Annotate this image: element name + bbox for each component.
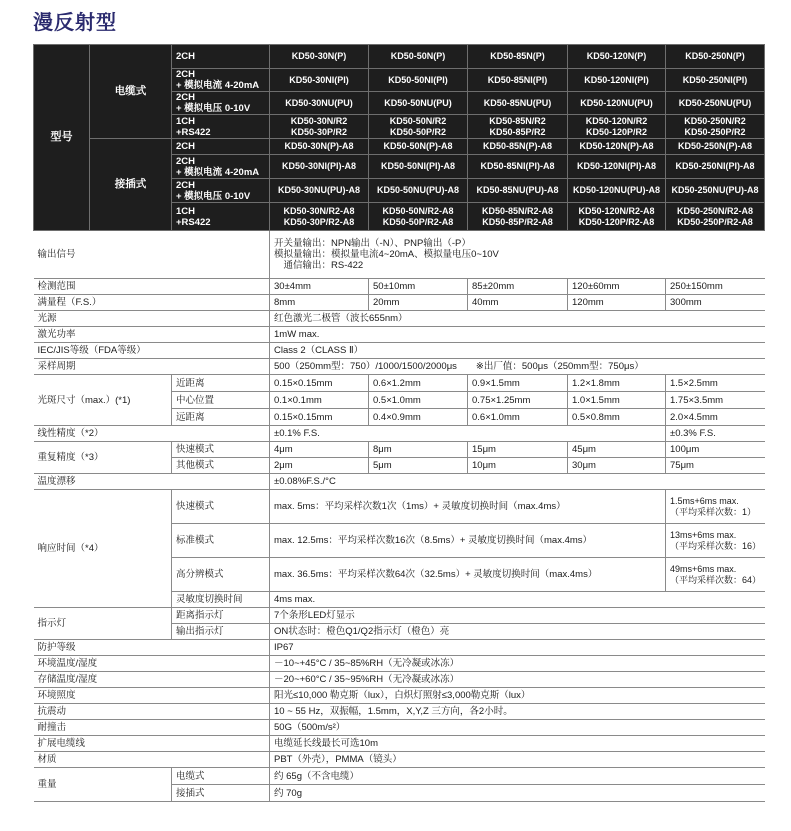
spec-value: 50G（500m/s²） [270,720,765,736]
spec-cell: 49ms+6ms max. （平均采样次数：64） [666,558,765,592]
spec-label: 扩展电缆线 [34,736,270,752]
spec-cell: 4μm [270,442,369,458]
spec-cell: 1.75×3.5mm [666,392,765,409]
output-type: 2CH [172,139,270,155]
spec-label: 满量程（F.S.） [34,295,270,311]
spec-value: －20~+60°C / 35~95%RH（无冷凝或冰冻） [270,672,765,688]
table-row [34,736,765,752]
spec-value: 约 65g（不含电缆） [270,768,765,785]
table-row [34,656,765,672]
model-number: KD50-85N/R2-A8 KD50-85P/R2-A8 [468,203,568,231]
model-number: KD50-50N(P) [369,45,468,69]
table-row [34,720,765,736]
table-row [34,442,765,458]
spec-value: 约 70g [270,785,765,802]
output-type: 1CH +RS422 [172,203,270,231]
table-row [34,752,765,768]
model-number: KD50-85NU(PU)-A8 [468,179,568,203]
page-title: 漫反射型 [33,12,117,34]
spec-cell: 0.6×1.0mm [468,409,568,426]
model-number: KD50-120N/R2-A8 KD50-120P/R2-A8 [568,203,666,231]
spec-cell: 1.5×2.5mm [666,375,765,392]
model-number: KD50-120NI(PI)-A8 [568,155,666,179]
table-row [34,640,765,656]
spec-label: 检测范围 [34,279,270,295]
model-number: KD50-250NU(PU)-A8 [666,179,765,203]
spec-cell: 13ms+6ms max. （平均采样次数：16） [666,524,765,558]
model-number: KD50-30NU(PU)-A8 [270,179,369,203]
model-number: KD50-30NU(PU) [270,92,369,115]
spec-label: 重复精度（*3） [34,442,172,474]
model-number: KD50-50NI(PI)-A8 [369,155,468,179]
spec-cell: 10μm [468,458,568,474]
model-group-cable: 电缆式 [90,45,172,139]
output-type: 1CH +RS422 [172,115,270,139]
spec-value: 7个条形LED灯显示 [270,608,765,624]
spec-cell: ±0.3% F.S. [666,426,765,442]
spec-sublabel: 快速模式 [172,490,270,524]
spec-sublabel: 快速模式 [172,442,270,458]
spec-cell: 1.0×1.5mm [568,392,666,409]
spec-value: Class 2（CLASS Ⅱ） [270,343,765,359]
table-row [34,704,765,720]
spec-cell: 30±4mm [270,279,369,295]
spec-cell: 0.75×1.25mm [468,392,568,409]
spec-cell: 0.15×0.15mm [270,409,369,426]
model-number: KD50-85N(P)-A8 [468,139,568,155]
spec-cell: 0.9×1.5mm [468,375,568,392]
spec-sublabel: 远距离 [172,409,270,426]
spec-table [33,44,765,802]
model-number: KD50-50N/R2 KD50-50P/R2 [369,115,468,139]
spec-label: 环境照度 [34,688,270,704]
output-type: 2CH + 模拟电压 0-10V [172,179,270,203]
spec-cell: 45μm [568,442,666,458]
spec-cell: 120±60mm [568,279,666,295]
spec-value: max. 36.5ms：平均采样次数64次（32.5ms）+ 灵敏度切换时间（max.4ms） [270,558,666,592]
model-number: KD50-250N/R2 KD50-250P/R2 [666,115,765,139]
model-number: KD50-50NU(PU)-A8 [369,179,468,203]
spec-label: 光斑尺寸（max.）(*1) [34,375,172,426]
model-number: KD50-30N/R2 KD50-30P/R2 [270,115,369,139]
spec-value: max. 5ms：平均采样次数1次（1ms）+ 灵敏度切换时间（max.4ms） [270,490,666,524]
spec-cell: 250±150mm [666,279,765,295]
table-row [34,327,765,343]
spec-cell: 2.0×4.5mm [666,409,765,426]
spec-cell: 0.5×0.8mm [568,409,666,426]
table-row [34,231,765,279]
spec-cell: 0.1×0.1mm [270,392,369,409]
model-number: KD50-85NU(PU) [468,92,568,115]
table-row [34,490,765,524]
spec-label: 采样周期 [34,359,270,375]
table-row [34,474,765,490]
spec-cell: 2μm [270,458,369,474]
spec-label: 存储温度/湿度 [34,672,270,688]
table-row [34,295,765,311]
spec-cell: 75μm [666,458,765,474]
output-type: 2CH + 模拟电流 4-20mA [172,155,270,179]
table-row [34,768,765,785]
spec-cell: 0.4×0.9mm [369,409,468,426]
spec-label: 光源 [34,311,270,327]
spec-cell: 8mm [270,295,369,311]
spec-label: 指示灯 [34,608,172,640]
model-number: KD50-120NU(PU)-A8 [568,179,666,203]
spec-value: IP67 [270,640,765,656]
spec-cell: 300mm [666,295,765,311]
model-number: KD50-30NI(PI) [270,69,369,92]
spec-value: 阳光≤10,000 勒克斯（lux），白炽灯照射≤3,000勒克斯（lux） [270,688,765,704]
spec-cell: 1.5ms+6ms max. （平均采样次数：1） [666,490,765,524]
table-row [34,375,765,392]
spec-label: 环境温度/湿度 [34,656,270,672]
spec-label: 耐撞击 [34,720,270,736]
table-row [34,343,765,359]
spec-cell: 1.2×1.8mm [568,375,666,392]
model-number: KD50-30NI(PI)-A8 [270,155,369,179]
spec-value: －10~+45°C / 35~85%RH（无冷凝或冰冻） [270,656,765,672]
spec-cell: 85±20mm [468,279,568,295]
spec-cell: 0.6×1.2mm [369,375,468,392]
model-number: KD50-250N(P)-A8 [666,139,765,155]
model-number: KD50-250NI(PI)-A8 [666,155,765,179]
spec-value: 电缆延长线最长可选10m [270,736,765,752]
spec-value: 500（250mm型：750）/1000/1500/2000μs ※出厂值：500μs（250mm型：750μs） [270,359,765,375]
spec-cell: 0.15×0.15mm [270,375,369,392]
spec-value: 4ms max. [270,592,765,608]
spec-cell: 30μm [568,458,666,474]
spec-cell: 8μm [369,442,468,458]
spec-sublabel: 其他模式 [172,458,270,474]
model-number: KD50-30N(P)-A8 [270,139,369,155]
spec-label: 输出信号 [34,231,270,279]
model-number: KD50-250NI(PI) [666,69,765,92]
output-type: 2CH + 模拟电流 4-20mA [172,69,270,92]
spec-value: PBT（外壳），PMMA（镜头） [270,752,765,768]
model-number: KD50-50NU(PU) [369,92,468,115]
model-number: KD50-50N(P)-A8 [369,139,468,155]
model-number: KD50-30N(P) [270,45,369,69]
model-label: 型号 [34,45,90,231]
table-row [34,139,765,155]
spec-value: ±0.08%F.S./°C [270,474,765,490]
spec-value: max. 12.5ms：平均采样次数16次（8.5ms）+ 灵敏度切换时间（max.4ms） [270,524,666,558]
spec-label: IEC/JIS等级（FDA等级） [34,343,270,359]
table-row [34,688,765,704]
spec-value: 10 ~ 55 Hz，双振幅，1.5mm，X,Y,Z 三方向，各2小时。 [270,704,765,720]
model-number: KD50-85NI(PI)-A8 [468,155,568,179]
spec-label: 重量 [34,768,172,802]
spec-sublabel: 近距离 [172,375,270,392]
spec-cell: 20mm [369,295,468,311]
spec-value: ON状态时：橙色Q1/Q2指示灯（橙色）亮 [270,624,765,640]
model-number: KD50-120NI(PI) [568,69,666,92]
spec-label: 抗震动 [34,704,270,720]
spec-label: 温度漂移 [34,474,270,490]
spec-label: 响应时间（*4） [34,490,172,608]
model-number: KD50-50NI(PI) [369,69,468,92]
spec-cell: 40mm [468,295,568,311]
spec-sublabel: 中心位置 [172,392,270,409]
model-number: KD50-85N/R2 KD50-85P/R2 [468,115,568,139]
table-row [34,279,765,295]
spec-cell: 0.5×1.0mm [369,392,468,409]
model-number: KD50-120NU(PU) [568,92,666,115]
spec-sublabel: 标准模式 [172,524,270,558]
table-row [34,672,765,688]
spec-value: 开关量输出：NPN输出（-N）、PNP输出（-P） 模拟量输出：模拟量电流4~20mA、模拟量电压0~10V 通信输出：RS-422 [270,231,765,279]
spec-cell: 15μm [468,442,568,458]
spec-sublabel: 电缆式 [172,768,270,785]
spec-sublabel: 高分辨模式 [172,558,270,592]
model-number: KD50-120N/R2 KD50-120P/R2 [568,115,666,139]
spec-cell: ±0.1% F.S. [270,426,666,442]
spec-label: 线性精度（*2） [34,426,270,442]
model-number: KD50-120N(P)-A8 [568,139,666,155]
table-row [34,608,765,624]
model-number: KD50-250N/R2-A8 KD50-250P/R2-A8 [666,203,765,231]
spec-cell: 50±10mm [369,279,468,295]
spec-sublabel: 输出指示灯 [172,624,270,640]
model-group-plug: 接插式 [90,139,172,231]
spec-label: 防护等级 [34,640,270,656]
output-type: 2CH + 模拟电压 0-10V [172,92,270,115]
table-row [34,359,765,375]
model-number: KD50-50N/R2-A8 KD50-50P/R2-A8 [369,203,468,231]
spec-label: 材质 [34,752,270,768]
model-number: KD50-85N(P) [468,45,568,69]
spec-label: 激光功率 [34,327,270,343]
spec-cell: 100μm [666,442,765,458]
spec-sublabel: 距离指示灯 [172,608,270,624]
model-number: KD50-250NU(PU) [666,92,765,115]
spec-value: 1mW max. [270,327,765,343]
model-number: KD50-120N(P) [568,45,666,69]
model-number: KD50-250N(P) [666,45,765,69]
output-type: 2CH [172,45,270,69]
spec-sublabel: 接插式 [172,785,270,802]
table-row [34,311,765,327]
spec-cell: 120mm [568,295,666,311]
model-number: KD50-30N/R2-A8 KD50-30P/R2-A8 [270,203,369,231]
model-number: KD50-85NI(PI) [468,69,568,92]
table-row [34,45,765,69]
table-row [34,426,765,442]
spec-cell: 5μm [369,458,468,474]
spec-value: 红色激光二极管（波长655nm） [270,311,765,327]
spec-sublabel: 灵敏度切换时间 [172,592,270,608]
